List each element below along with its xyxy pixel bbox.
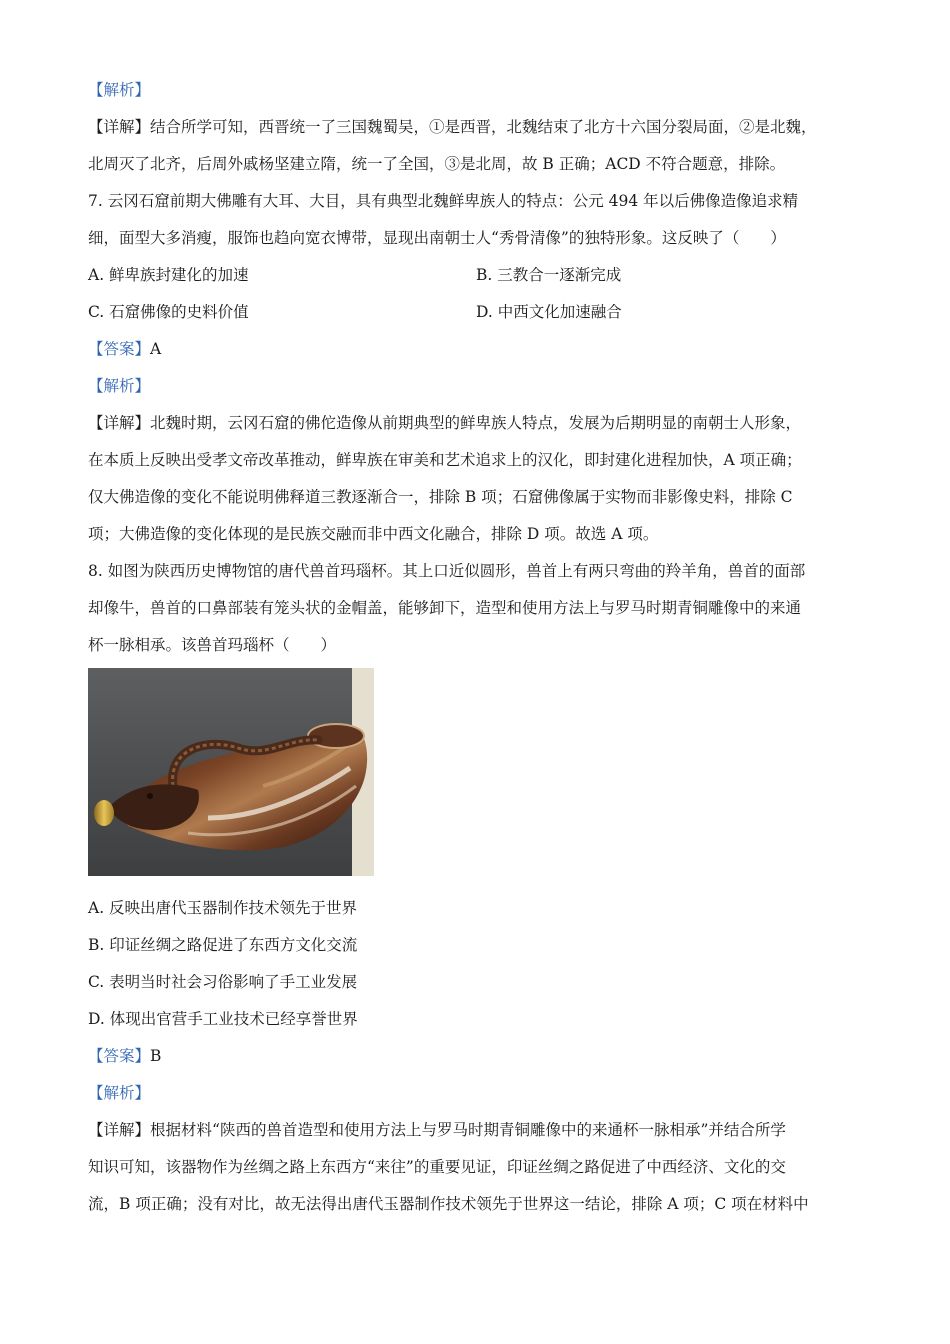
document-page [88, 72, 878, 1223]
answer-tag: 【答案】 [88, 1047, 151, 1065]
option-c: C. 表明当时社会习俗影响了手工业发展 [88, 973, 358, 991]
agate-rhyton-illustration [88, 668, 374, 876]
detail-tag: 【详解】 [88, 1121, 151, 1139]
detail-paragraph-line: 【详解】结合所学可知，西晋统一了三国魏蜀吴，①是西晋，北魏结束了北方十六国分裂局面，②是北魏， [88, 118, 817, 136]
detail-paragraph-line: 【详解】根据材料“陕西的兽首造型和使用方法上与罗马时期青铜雕像中的来通杯一脉相承”并结合所学 [88, 1121, 786, 1139]
analysis-heading: 【解析】 [88, 81, 151, 99]
answer-line [88, 331, 878, 368]
answer-value: B [150, 1047, 162, 1065]
agate-rhyton-photo [88, 668, 374, 876]
question-7-options-row [88, 257, 878, 294]
question-7-options-row [88, 294, 878, 331]
option-a: A. 鲜卑族封建化的加速 [88, 266, 249, 284]
answer-value: A [150, 340, 162, 358]
detail-tag: 【详解】 [88, 118, 151, 136]
detail-tag: 【详解】 [88, 414, 151, 432]
detail-paragraph-line: 流，B 项正确；没有对比，故无法得出唐代玉器制作技术领先于世界这一结论，排除 A 项；C 项在材料中 [88, 1195, 809, 1213]
option-b: B. 三教合一逐渐完成 [476, 266, 622, 284]
question-7-stem-line: 7. 云冈石窟前期大佛雕有大耳、大目，具有典型北魏鲜卑族人的特点：公元 494 年以后佛像造像追求精 [88, 192, 799, 210]
detail-paragraph-line: 知识可知，该器物作为丝绸之路上东西方“来往”的重要见证，印证丝绸之路促进了中西经济、文化的交 [88, 1158, 786, 1176]
question-7-stem-line: 细，面型大多消瘦，服饰也趋向宽衣博带，显现出南朝士人“秀骨清像”的独特形象。这反映了（ ） [88, 229, 786, 247]
option-d: D. 中西文化加速融合 [476, 303, 622, 321]
answer-line [88, 1038, 878, 1075]
question-8-stem-line: 8. 如图为陕西历史博物馆的唐代兽首玛瑙杯。其上口近似圆形，兽首上有两只弯曲的羚羊角，兽首的面部 [88, 562, 806, 580]
analysis-heading: 【解析】 [88, 377, 151, 395]
detail-paragraph-line: 北周灭了北齐，后周外戚杨坚建立隋，统一了全国，③是北周，故 B 正确；ACD 不符合题意，排除。 [88, 155, 786, 173]
question-8-stem-line: 却像牛，兽首的口鼻部装有笼头状的金帽盖，能够卸下，造型和使用方法上与罗马时期青铜雕像中的来通 [88, 599, 802, 617]
option-c: C. 石窟佛像的史料价值 [88, 303, 249, 321]
option-a: A. 反映出唐代玉器制作技术领先于世界 [88, 899, 358, 917]
option-b: B. 印证丝绸之路促进了东西方文化交流 [88, 936, 358, 954]
question-8-stem-line: 杯一脉相承。该兽首玛瑙杯（ ） [88, 636, 337, 654]
detail-paragraph-line: 【详解】北魏时期，云冈石窟的佛佗造像从前期典型的鲜卑族人特点，发展为后期明显的南朝士人形象， [88, 414, 802, 432]
analysis-heading: 【解析】 [88, 1084, 151, 1102]
detail-paragraph-line: 仅大佛造像的变化不能说明佛释道三教逐渐合一，排除 B 项；石窟佛像属于实物而非影像史料，排除 C [88, 488, 793, 506]
detail-paragraph-line: 项；大佛造像的变化体现的是民族交融而非中西文化融合，排除 D 项。故选 A 项。 [88, 525, 659, 543]
option-d: D. 体现出官营手工业技术已经享誉世界 [88, 1010, 358, 1028]
answer-tag: 【答案】 [88, 340, 151, 358]
detail-paragraph-line: 在本质上反映出受孝文帝改革推动，鲜卑族在审美和艺术追求上的汉化，即封建化进程加快，A 项正确； [88, 451, 802, 469]
